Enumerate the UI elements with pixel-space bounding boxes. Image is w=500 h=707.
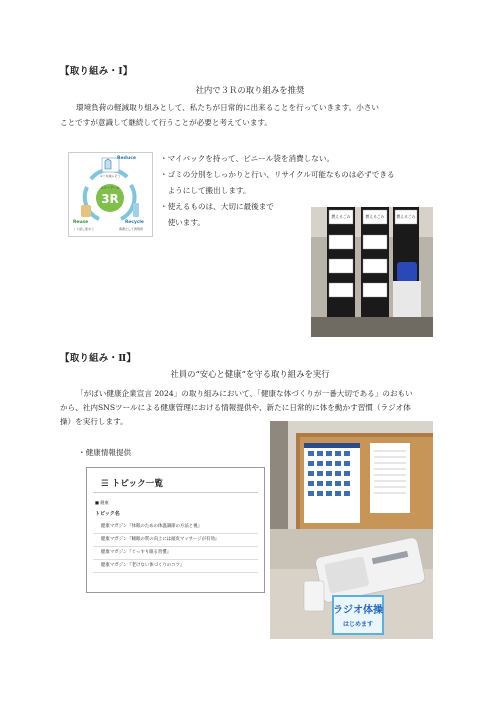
section2-heading: 【取り組み・Ⅱ】 xyxy=(60,353,137,364)
topic-item[interactable]: 健康マガジン『休眠のための体温調節の方法と視』 xyxy=(93,521,258,534)
section2-paragraph-line3: 操）を実行します。 xyxy=(60,417,128,426)
3r-center-sub: スリーアール xyxy=(100,186,120,190)
bin-label-3: 燃えるごみ xyxy=(396,214,416,219)
bulletin-board-photo xyxy=(270,421,433,529)
topics-category: ■ 健康 xyxy=(95,500,109,505)
remote-control xyxy=(304,581,324,611)
section1-heading: 【取り組み・Ⅰ】 xyxy=(60,66,133,77)
section2-paragraph-line1: 「がばい健康企業宣言 2024」の取り組みにおいて、「健康な体づくりが一番大切である」のおもい xyxy=(76,389,413,398)
section1-bullet-4: ・使えるものは、大切に最後まで xyxy=(160,202,274,211)
topic-item[interactable]: 健康マガジン『老けない体づくりのコツ』 xyxy=(93,560,258,573)
blue-bottle-bin xyxy=(397,262,417,282)
plastic-bottle-icon xyxy=(133,203,139,217)
reduce-sub: ゴミを減らそう xyxy=(99,174,121,178)
radio-sign-label: ラジオ体操 xyxy=(333,605,383,616)
radio-sign-sub: はじめます xyxy=(342,621,374,628)
section2-bullet: ・健康情報提供 xyxy=(78,448,132,457)
section1-bullet-3: ようにして搬出します。 xyxy=(160,186,251,195)
bin-label-2: 燃えるごみ xyxy=(365,214,385,219)
topics-name-header: トピック名 xyxy=(95,511,120,517)
section1-bullet-5: 使います。 xyxy=(160,218,205,227)
recycle-label: Recycle xyxy=(125,220,144,225)
bin-label-1: 燃えるごみ xyxy=(331,214,351,219)
section1-paragraph-line1: 環境負荷の軽減取り組みとして、私たちが日常的に出来ることを行っていきます。小さい xyxy=(76,103,379,112)
topic-item[interactable]: 健康マガジン『ぐっすり眠る習慣』 xyxy=(93,547,258,560)
topics-panel xyxy=(86,467,265,593)
clear-bag xyxy=(393,281,421,317)
3r-diagram xyxy=(68,152,153,237)
reuse-label: Reuse xyxy=(73,220,89,225)
section1-title: 社内で３Ｒの取り組みを推奨 xyxy=(195,85,305,95)
bottle-icon xyxy=(81,205,91,217)
radio-player-photo xyxy=(270,529,433,639)
reduce-label: Reduce xyxy=(117,156,137,161)
reuse-sub: くり返し使おう xyxy=(73,227,95,231)
section2-paragraph-line2: から、社内SNSツールによる健康管理における情報提供や、新たに日常的に体を動かす習慣（ラジオ体 xyxy=(60,403,411,412)
bag-icon xyxy=(105,159,111,169)
topic-item[interactable]: 健康マガジン『睡眠の質の向上には頭皮マッサージが有効』 xyxy=(93,534,258,547)
recycle-bins-photo xyxy=(311,207,433,337)
section1-bullet-2: ・ゴミの分別をしっかりと行い、リサイクル可能なものは必ずできる xyxy=(160,170,395,179)
section1-bullet-1: ・マイバックを持って、ビニール袋を消費しない。 xyxy=(160,154,335,163)
3r-center-label: 3R xyxy=(101,192,119,206)
section1-paragraph-line2: ことですが意識して継続して行うことが必要と考えています。 xyxy=(60,118,273,127)
recycle-sub: 資源として再利用 xyxy=(119,227,144,231)
section2-title: 社員の“安心と健康”を守る取り組みを実行 xyxy=(170,369,330,379)
topics-title: ☰ トピック一覧 xyxy=(93,468,258,493)
